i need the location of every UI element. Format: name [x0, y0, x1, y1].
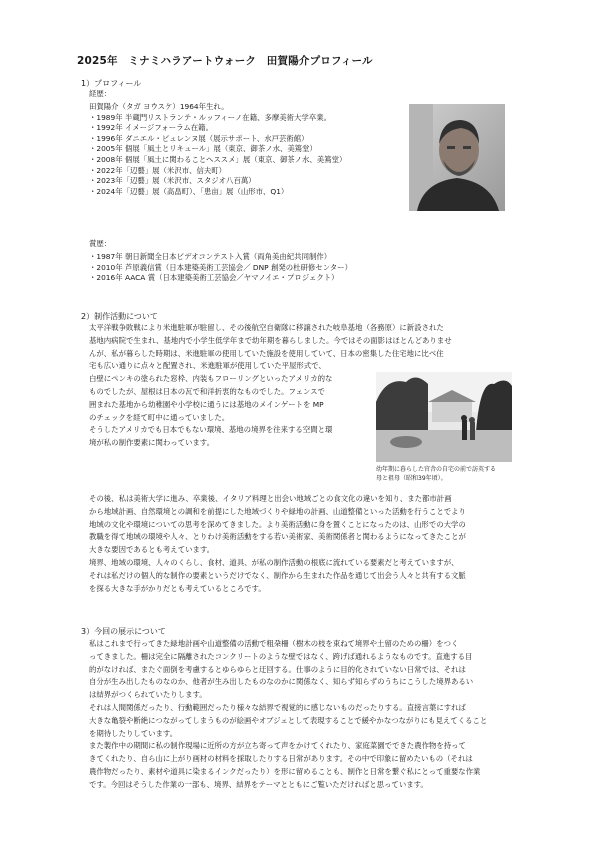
award-item: ・2010年 芦原義信賞（日本建築美術工芸協会／ DNP 創発の杜研修センター）	[89, 262, 352, 272]
career-label: 経歴：	[89, 89, 112, 98]
text-line: 教職を得て地域の環境や人々、とりわけ美術活動をする若い美術家、美術関係者と関わるようになってきたことが	[89, 532, 466, 542]
career-item: ・2008年 個展「風土に関わることへススメ」展（東京、御茶ノ水、美篶堂）	[89, 154, 347, 164]
text-line: から地域計画、自然環境との調和を前提にした地域づくりや緑地の計画、山道整備といった活動を行うことでより	[89, 506, 466, 516]
text-line: 地域の文化や環境についての思考を深めてきました。より美術活動に身を置くことになったのは、山形での大学の	[89, 519, 466, 529]
caption-line: 母と祖母（昭和39年頃）。	[376, 474, 447, 482]
text-line: 大きな亀裂や断絶につながってしまうものが絵画やオブジェとして表現することで緩やかなつながりにも見えてくること	[89, 715, 488, 725]
text-line: 白壁にペンキの塗られた窓枠、内装もフローリングといったアメリカ的な	[89, 374, 333, 384]
text-line: のチェックを経て町中に通っていました。	[89, 412, 230, 422]
text-line: 大きな要因であるとも考えています。	[89, 545, 215, 555]
text-line: それは人間関係だったり、行動範囲だったり様々な結界で視覚的に感じないものだったりする。直接言葉にすれば	[89, 702, 466, 712]
text-line: 農作物だったり、素材や道具に染まるインクだったり）を形に留めることも、制作と日常を繋ぐ私にとって重要な作業	[89, 766, 481, 776]
text-line: そうしたアメリカでも日本でもない環境、基地の境界を往来する空間と環	[89, 425, 333, 435]
text-line: 基地内病院で生まれ、基地内で小学生低学年まで幼年期を暮らしました。今ではその面影はほとんどありませ	[89, 335, 452, 345]
text-line: また製作中の期間に私の制作現場に近所の方が立ち寄って声をかけてくれたり、家庭菜園でできた農作物を持って	[89, 741, 466, 751]
profile-heading: 1）プロフィール	[81, 79, 142, 88]
awards-list	[89, 252, 352, 284]
text-line: 境界、地域の環境、人々のくらし、食材、道具、が私の制作活動の根底に流れている要素だと考えていますが、	[89, 557, 459, 567]
activity-paragraph-2	[89, 493, 466, 595]
career-item: ・1989年 半蔵門リストランテ・ルッフィーノ在籍、多摩美術大学卒業。	[89, 112, 331, 122]
portrait-photo	[409, 104, 505, 211]
text-line: 囲まれた基地から幼稚園や小学校に通うには基地のメインゲートを MP	[89, 399, 324, 409]
career-item: 田賀陽介（タガ ヨウスケ）1964年生れ。	[89, 102, 229, 111]
award-item: ・2016年 AACA 賞（日本建築美術工芸協会／ヤマノイエ・プロジェクト）	[89, 273, 339, 283]
text-line: ってきました。柵は完全に隔離されたコンクリートのような壁ではなく、跨げば通れるようなものです。直進する目	[89, 651, 473, 661]
text-line: です。今回はそうした作業の一部も、境界、結界をテーマとともにご覧いただければと思っています。	[89, 779, 428, 789]
text-line: 宅も広い通りに点々と配置され、米進駐軍が使用していた平屋形式で、	[89, 361, 326, 371]
text-line: 太平洋戦争敗戦により米進駐軍が駐留し、その後航空自衛隊に移譲された岐阜基地（各務原）に新設された	[89, 323, 444, 332]
text-line: 境が私の制作要素に関わっています。	[89, 438, 214, 448]
career-item: ・1996年 ダニエル・ビュレンヌ展（展示サポート、水戸芸術館）	[89, 133, 309, 143]
text-line: を期待したりしています。	[89, 728, 178, 738]
career-item: ・2024年「辺藝」展（高畠町）、「患亩」展（山形市、Q1）	[89, 186, 289, 196]
text-line: きてくれたり、自ら山に上がり画材の材料を採取したりする日常があります。その中で印象に留めたいもの（それは	[89, 754, 473, 764]
career-item: ・1992年 イメージフォーラム在籍。	[89, 123, 213, 133]
text-line: 自分が生み出したものなのか、他者が生み出したものなのかに関係なく、知らず知らずのうちにこうした境界あるい	[89, 677, 474, 687]
photo-caption	[376, 466, 496, 483]
activity-heading: 2）制作活動について	[81, 312, 158, 321]
career-item: ・2022年「辺藝」展（米沢市、信夫町）	[89, 165, 227, 175]
career-list	[89, 102, 346, 197]
exhibit-heading: 3）今回の展示について	[81, 627, 166, 636]
text-line: は結界がつくられていたりします。	[89, 690, 207, 700]
caption-line: 幼年期に暮らした官舎の自宅の前で訪英する	[376, 466, 497, 473]
text-line: その後、私は美術大学に進み、卒業後、イタリア料理と出会い地域ごとの食文化の違いを知り、また都市計画	[89, 494, 452, 503]
award-item: ・1987年 朝日新聞全日本ビデオコンテスト入賞（両角美由紀共同制作）	[89, 252, 332, 261]
career-item: ・2023年「辺藝」展（米沢市、スタジオ八百萬）	[89, 176, 256, 186]
text-line: それは私だけの個人的な制作の要素というだけでなく、制作から生まれた作品を通じて出会う人々と共有する文脈	[89, 570, 466, 580]
text-line: 私はこれまで行ってきた緑地計画や山道整備の活動で粗朶柵（樹木の枝を束ねて境界や土留のための柵）をつく	[89, 639, 459, 648]
exhibit-paragraph	[89, 638, 487, 792]
career-item: ・2005年 個展「風土とリキュール」展（東京、御茶ノ水、美篶堂）	[89, 144, 317, 154]
historical-photo	[376, 372, 512, 462]
text-line: を探る大きな手がかりだとも考えているところです。	[89, 583, 266, 593]
awards-label: 賞歴：	[89, 239, 112, 248]
text-line: 的がなければ、またぐ面倒を考慮するとゆらゆらと迂回する。仕事のように目的化されていない日常では、それは	[89, 664, 466, 674]
page-title: 2025年 ミナミハラアートウォーク 田賀陽介プロフィール	[77, 55, 373, 67]
text-line: ものでしたが、屋根は日本の瓦で和洋折衷的なものでした。フェンスで	[89, 386, 325, 396]
text-line: んが、私が暮らした時期は、米進駐軍の使用していた施設を使用していて、日本の密集した住宅地に比べ住	[89, 348, 444, 358]
